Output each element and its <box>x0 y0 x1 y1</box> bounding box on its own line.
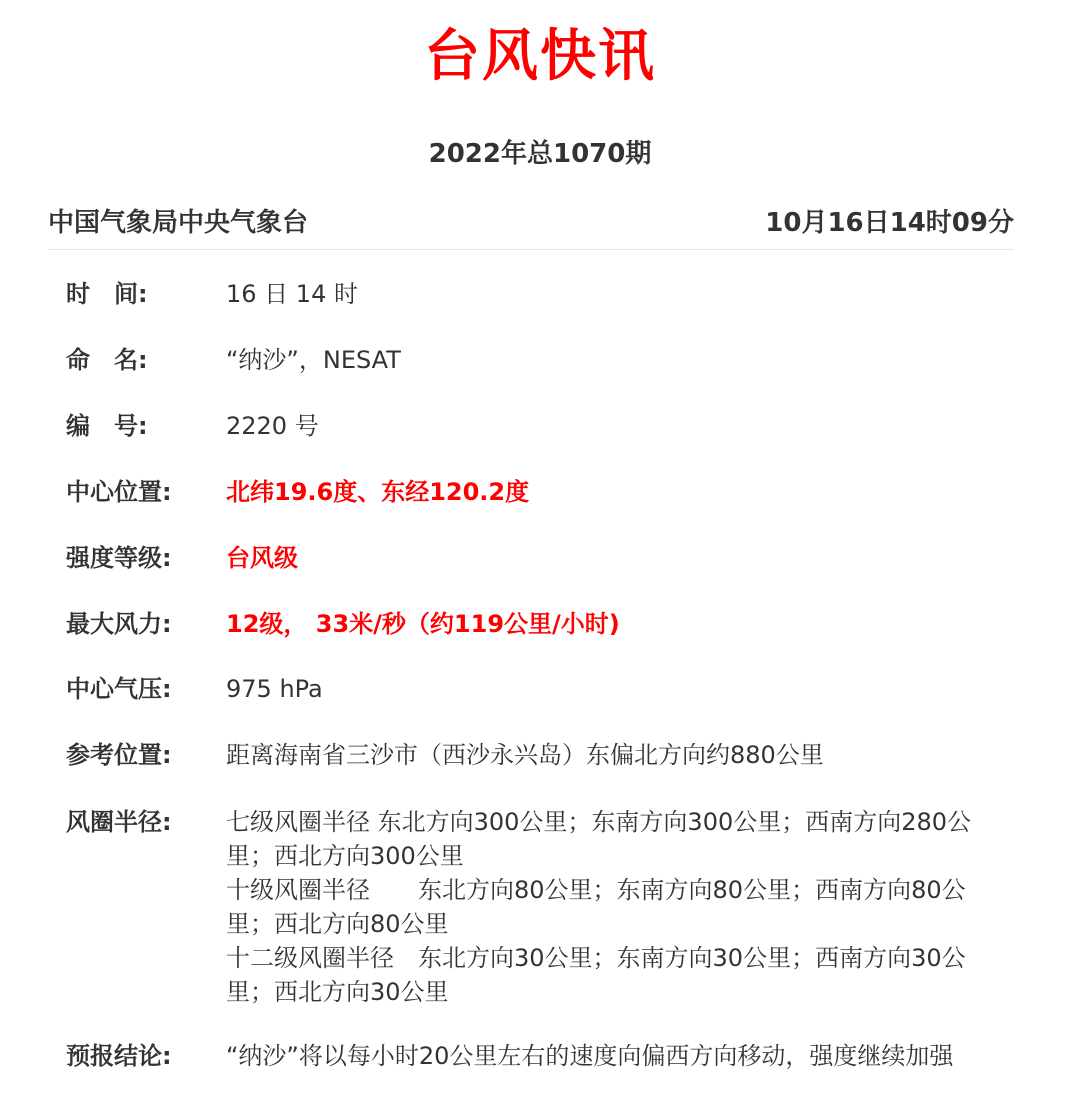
field-pressure-label: 中心气压: <box>66 675 172 703</box>
wind-radius-level12: 十二级风圈半径 东北方向30公里；东南方向30公里；西南方向30公里；西北方向30公里 <box>226 944 966 1006</box>
field-forecast-value: “纳沙”将以每小时20公里左右的速度向偏西方向移动，强度继续加强 <box>226 1042 954 1070</box>
wind-radius-level7: 七级风圈半径 东北方向300公里；东南方向300公里；西南方向280公里；西北方向300公里 <box>226 808 972 870</box>
field-forecast <box>66 1039 1006 1107</box>
field-max-wind-label: 最大风力: <box>66 610 172 638</box>
field-wind-radius-label: 风圈半径: <box>66 808 172 836</box>
field-reference-value: 距离海南省三沙市（西沙永兴岛）东偏北方向约880公里 <box>226 741 824 769</box>
field-forecast-label: 预报结论: <box>66 1042 172 1070</box>
page-title: 台风快讯 <box>424 24 656 89</box>
field-name-label: 命 名: <box>66 346 148 374</box>
field-name <box>66 343 1006 377</box>
field-time-value: 16 日 14 时 <box>226 280 358 308</box>
field-pressure <box>66 672 1006 706</box>
field-intensity-value: 台风级 <box>226 544 298 572</box>
field-max-wind-value: 12级， 33米/秒（约119公里/小时) <box>226 610 620 638</box>
field-intensity <box>66 541 1006 575</box>
bulletin-header <box>48 203 1014 250</box>
field-wind-radius-value <box>226 805 996 1009</box>
field-number <box>66 409 1006 443</box>
field-max-wind <box>66 607 1006 641</box>
field-center-label: 中心位置: <box>66 478 172 506</box>
field-name-value: “纳沙”，NESAT <box>226 346 401 374</box>
field-wind-radius <box>66 805 1006 1009</box>
field-number-value: 2220 号 <box>226 412 319 440</box>
field-pressure-value: 975 hPa <box>226 675 323 703</box>
wind-radius-level10: 十级风圈半径 东北方向80公里；东南方向80公里；西南方向80公里；西北方向80公里 <box>226 876 966 938</box>
field-time <box>66 277 1006 311</box>
issued-time: 10月16日14时09分 <box>765 208 1014 238</box>
field-reference-position <box>66 738 1006 772</box>
field-center-value: 北纬19.6度、东经120.2度 <box>226 478 530 506</box>
field-number-label: 编 号: <box>66 412 148 440</box>
issuing-agency: 中国气象局中央气象台 <box>48 208 309 238</box>
field-center-position <box>66 475 1006 509</box>
field-time-label: 时 间: <box>66 280 148 308</box>
field-intensity-label: 强度等级: <box>66 544 172 572</box>
issue-number: 2022年总1070期 <box>428 139 652 169</box>
field-reference-label: 参考位置: <box>66 741 172 769</box>
